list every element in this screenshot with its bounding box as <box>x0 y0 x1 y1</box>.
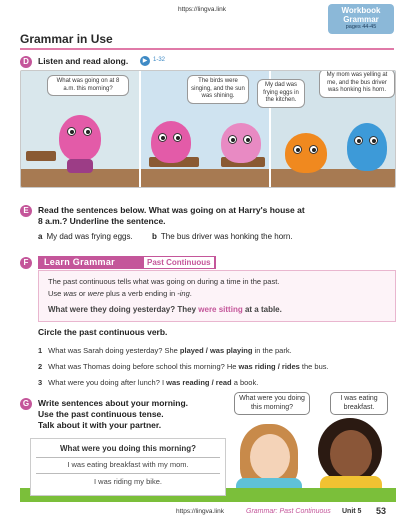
speech-bubble-right: I was eating breakfast. <box>330 392 388 415</box>
speech-bubble-1: What was going on at 8 a.m. this morning? <box>47 75 129 96</box>
learn-grammar-label: Learn Grammar <box>44 257 115 267</box>
speech-bubble-left: What were you doing this morning? <box>234 392 310 415</box>
writing-answer-1[interactable]: I was eating breakfast with my mom. <box>67 460 189 469</box>
example-end: at a table. <box>242 305 282 314</box>
writing-answer-2[interactable]: I was riding my bike. <box>94 477 162 486</box>
eye <box>309 145 318 154</box>
top-url[interactable]: https://lingva.link <box>177 6 227 13</box>
rule-line-1: The past continuous tells what was going on during a time in the past. <box>48 277 280 286</box>
choice-rides[interactable]: rides <box>281 362 300 371</box>
section-d-instruction: Listen and read along. <box>38 56 129 66</box>
section-g-instruction-1: Write sentences about your morning. <box>38 398 189 408</box>
rule-text: plus a verb ending in <box>103 289 178 298</box>
option-a-text: My dad was frying eggs. <box>46 232 133 241</box>
option-b[interactable] <box>152 232 293 241</box>
audio-track-number: 1-32 <box>153 57 166 63</box>
eye <box>67 127 76 136</box>
example-highlight: were sitting <box>198 305 243 314</box>
pink-creature-2 <box>221 123 261 163</box>
section-f-badge: F <box>20 257 32 269</box>
rule-text: Use <box>48 289 64 298</box>
creature-body <box>67 159 93 173</box>
eye <box>83 127 92 136</box>
footer-url[interactable]: https://lingva.link <box>176 508 225 515</box>
writing-line <box>36 473 220 474</box>
choice-separator: / <box>203 346 210 355</box>
audio-play-icon[interactable]: ▶ <box>140 56 150 66</box>
option-a-letter: a <box>38 232 43 241</box>
pink-creature <box>151 121 191 163</box>
question-number: 3 <box>38 378 43 387</box>
eye <box>228 135 237 144</box>
choice-was-reading[interactable]: was reading <box>166 378 210 387</box>
section-d-badge: D <box>20 56 32 68</box>
question-number: 1 <box>38 346 43 355</box>
question-number: 2 <box>38 362 43 371</box>
blue-creature <box>347 123 387 171</box>
title-divider <box>20 48 394 50</box>
workbook-label: Workbook <box>341 6 381 15</box>
page-number: 53 <box>376 506 387 516</box>
rule-text: or <box>76 289 88 298</box>
page-title: Grammar in Use <box>20 32 113 46</box>
question-text: What was Thomas doing before school this morning? He <box>48 362 239 371</box>
section-e-instruction-2: 8 a.m.? Underline the sentence. <box>38 216 166 226</box>
orange-creature <box>285 133 327 173</box>
section-g-instruction-3: Talk about it with your partner. <box>38 420 162 430</box>
rule-ing: -ing <box>177 289 190 298</box>
grammar-example <box>48 305 282 314</box>
choice-was-riding[interactable]: was riding <box>238 362 276 371</box>
desk <box>26 151 56 161</box>
eye <box>158 133 167 142</box>
question-3 <box>38 378 258 387</box>
grammar-topic: Past Continuous <box>144 257 214 268</box>
eye <box>173 133 182 142</box>
question-1 <box>38 346 292 355</box>
example-question: What were they doing yesterday? They <box>48 305 199 314</box>
option-b-letter: b <box>152 232 157 241</box>
question-text: the bus. <box>299 362 329 371</box>
question-text: a book. <box>231 378 259 387</box>
floor <box>271 169 396 188</box>
rule-line-2 <box>48 289 192 298</box>
speech-bubble-4: My mom was yelling at me, and the bus driver was honking his horn. <box>319 70 395 98</box>
choice-read[interactable]: read <box>215 378 232 387</box>
eye <box>293 145 302 154</box>
section-g-badge: G <box>20 398 32 410</box>
question-text: What were you doing after lunch? I <box>48 378 167 387</box>
question-text: in the park. <box>252 346 292 355</box>
choice-played[interactable]: played <box>179 346 204 355</box>
floor <box>141 169 269 188</box>
section-g-instruction-2: Use the past continuous tense. <box>38 409 164 419</box>
workbook-badge <box>328 4 394 34</box>
rule-text: . <box>189 289 192 298</box>
girl-left-face <box>250 434 290 480</box>
section-e-instruction-1: Read the sentences below. What was going on at Harry's house at <box>38 205 305 215</box>
grammar-label: Grammar <box>343 15 379 24</box>
footer-unit: Unit 5 <box>342 508 362 515</box>
speech-bubble-2: The birds were singing, and the sun was shining. <box>187 75 249 104</box>
section-e-badge: E <box>20 205 32 217</box>
choice-was-playing[interactable]: was playing <box>209 346 253 355</box>
footer-topic: Grammar: Past Continuous <box>246 508 331 515</box>
option-a[interactable] <box>38 232 133 241</box>
question-text: What was Sarah doing yesterday? She <box>48 346 180 355</box>
rule-were: were <box>87 289 104 298</box>
workbook-pages: pages 44-45 <box>345 24 377 30</box>
choice-separator: / <box>209 378 216 387</box>
question-2 <box>38 362 329 371</box>
speech-bubble-3: My dad was frying eggs in the kitchen. <box>257 79 305 108</box>
option-b-text: The bus driver was honking the horn. <box>160 232 293 241</box>
comic-strip <box>20 70 396 188</box>
pink-creature <box>59 115 101 161</box>
eye <box>243 135 252 144</box>
writing-question: What were you doing this morning? <box>60 444 196 453</box>
rule-was: was <box>63 289 77 298</box>
writing-line <box>36 457 220 458</box>
choice-separator: / <box>275 362 282 371</box>
eye <box>369 136 378 145</box>
girl-right-face <box>330 430 372 478</box>
eye <box>354 136 363 145</box>
circle-title: Circle the past continuous verb. <box>38 327 168 337</box>
